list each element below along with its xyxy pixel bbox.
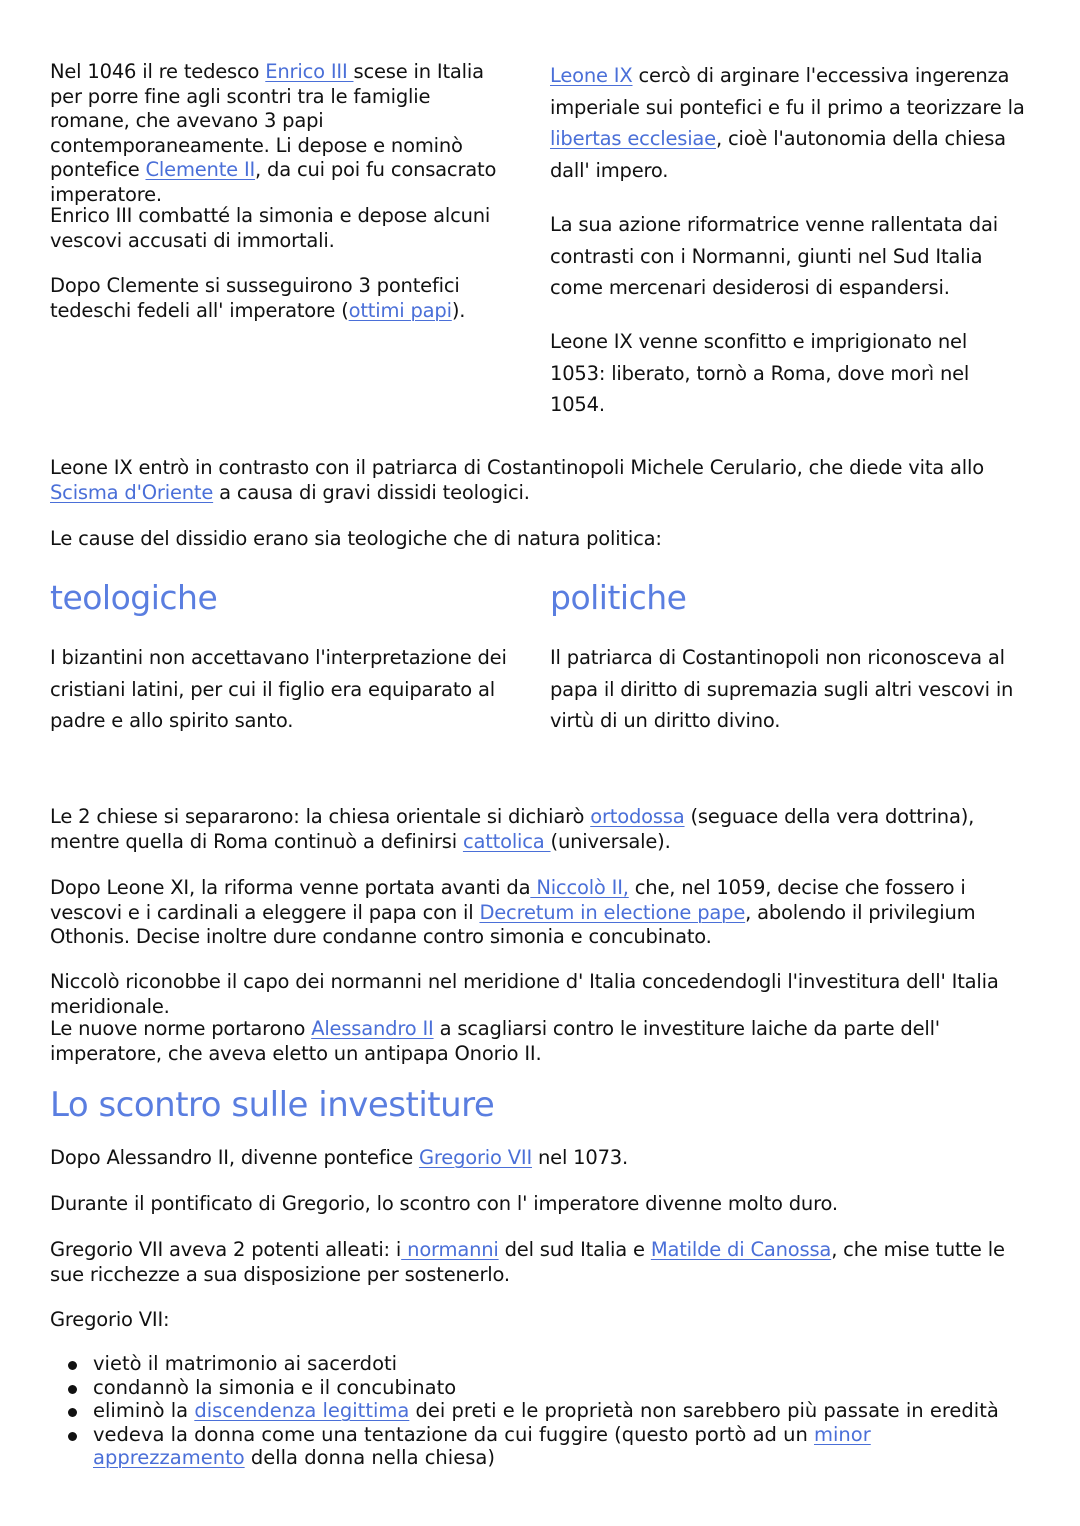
paragraph-chiese-separate: Le 2 chiese si separarono: la chiesa orientale si dichiarò ortodossa (seguace della vera dottrina), mentre quella di Roma continuò a definirsi cattolica (universale).: [50, 805, 975, 853]
paragraph-leone-sconfitto: Leone IX venne sconfitto e imprigionato nel 1053: liberato, tornò a Roma, dove morì nel 1054.: [550, 330, 970, 416]
bullet-icon: [68, 1361, 77, 1370]
paragraph-cause-dissidio: Le cause del dissidio erano sia teologiche che di natura politica:: [50, 527, 662, 550]
paragraph-gregorio-label: Gregorio VII:: [50, 1308, 170, 1331]
bullet-icon: [68, 1385, 77, 1394]
link-leone-ix[interactable]: Leone IX: [550, 64, 633, 87]
heading-teologiche: teologiche: [50, 578, 218, 617]
link-minor-apprezzamento[interactable]: minor apprezzamento: [93, 1422, 871, 1469]
list-item: eliminò la discendenza legittima dei preti e le proprietà non sarebbero più passate in eredità: [50, 1399, 1010, 1423]
paragraph-niccolo-ii: Dopo Leone XI, la riforma venne portata avanti da Niccolò II, che, nel 1059, decise che fossero i vescovi e i cardinali a eleggere il papa con il Decretum in electione pape, abolendo il privilegium Othonis. Decise inoltre dure condanne contro simonia e concubinato.: [50, 876, 976, 948]
list-item: condannò la simonia e il concubinato: [50, 1376, 1010, 1400]
list-item: vedeva la donna come una tentazione da cui fuggire (questo portò ad un minor apprezzamento della donna nella chiesa): [50, 1423, 1010, 1470]
paragraph-gregorio-vii: Dopo Alessandro II, divenne pontefice Gregorio VII nel 1073.: [50, 1146, 628, 1169]
link-libertas-ecclesiae[interactable]: libertas ecclesiae: [550, 127, 716, 150]
paragraph-alessandro-ii: Le nuove norme portarono Alessandro II a scagliarsi contro le investiture laiche da parte dell' imperatore, che aveva eletto un antipapa Onorio II.: [50, 1017, 940, 1065]
paragraph-normanni: La sua azione riformatrice venne rallentata dai contrasti con i Normanni, giunti nel Sud Italia come mercenari desiderosi di espandersi.: [550, 213, 998, 299]
link-scisma-oriente[interactable]: Scisma d'Oriente: [50, 480, 214, 504]
bullet-icon: [68, 1408, 77, 1417]
list-item: vietò il matrimonio ai sacerdoti: [50, 1352, 1010, 1376]
link-cattolica[interactable]: cattolica: [462, 829, 551, 853]
link-clemente-ii[interactable]: Clemente II: [145, 158, 256, 181]
paragraph-cause-politiche: Il patriarca di Costantinopoli non riconosceva al papa il diritto di supremazia sugli altri vescovi in virtù di un diritto divino.: [550, 646, 1014, 732]
paragraph-cause-teologiche: I bizantini non accettavano l'interpretazione dei cristiani latini, per cui il figlio era equiparato al padre e allo spirito santo.: [50, 646, 507, 732]
bullet-icon: [68, 1432, 77, 1441]
link-discendenza-legittima[interactable]: discendenza legittima: [194, 1399, 410, 1422]
link-ottimi-papi[interactable]: ottimi papi: [348, 298, 452, 322]
paragraph-simonia: Enrico III combatté la simonia e depose alcuni vescovi accusati di immortali.: [50, 204, 491, 252]
link-niccolo-ii[interactable]: Niccolò II,: [530, 876, 629, 899]
link-gregorio-vii[interactable]: Gregorio VII: [418, 1146, 532, 1169]
paragraph-scisma: Leone IX entrò in contrasto con il patriarca di Costantinopoli Michele Cerulario, che diede vita allo Scisma d'Oriente a causa di gravi dissidi teologici.: [50, 456, 984, 504]
paragraph-niccolo-normanni: Niccolò riconobbe il capo dei normanni nel meridione d' Italia concedendogli l'investitura dell' Italia meridionale.: [50, 970, 999, 1018]
link-matilde-canossa[interactable]: Matilde di Canossa: [650, 1238, 832, 1261]
link-decretum[interactable]: Decretum in electione pape: [479, 900, 746, 924]
paragraph-leone-ix: Leone IX cercò di arginare l'eccessiva ingerenza imperiale sui pontefici e fu il primo a teorizzare la libertas ecclesiae, cioè l'autonomia della chiesa dall' impero.: [550, 64, 1025, 182]
paragraph-pontefici-tedeschi: Dopo Clemente si susseguirono 3 pontefici tedeschi fedeli all' imperatore (ottimi papi).: [50, 274, 466, 322]
paragraph-alleati: Gregorio VII aveva 2 potenti alleati: i normanni del sud Italia e Matilde di Canossa, che mise tutte le sue ricchezze a sua disposizione per sostenerlo.: [50, 1238, 1005, 1286]
gregorio-reforms-list: [50, 1352, 1010, 1470]
heading-politiche: politiche: [550, 578, 687, 617]
link-alessandro-ii[interactable]: Alessandro II: [311, 1017, 434, 1040]
paragraph-pontificato: Durante il pontificato di Gregorio, lo scontro con l' imperatore divenne molto duro.: [50, 1192, 838, 1215]
heading-scontro-investiture: Lo scontro sulle investiture: [50, 1085, 495, 1125]
link-normanni[interactable]: normanni: [401, 1238, 499, 1261]
link-enrico-iii[interactable]: Enrico III: [265, 60, 354, 83]
paragraph-enrico-iii: Nel 1046 il re tedesco Enrico III scese in Italia per porre fine agli scontri tra le famiglie romane, che avevano 3 papi contemporaneamente. Li depose e nominò pontefice Clemente II, da cui poi fu consacrato imperatore.: [50, 60, 497, 206]
link-ortodossa[interactable]: ortodossa: [590, 805, 685, 828]
